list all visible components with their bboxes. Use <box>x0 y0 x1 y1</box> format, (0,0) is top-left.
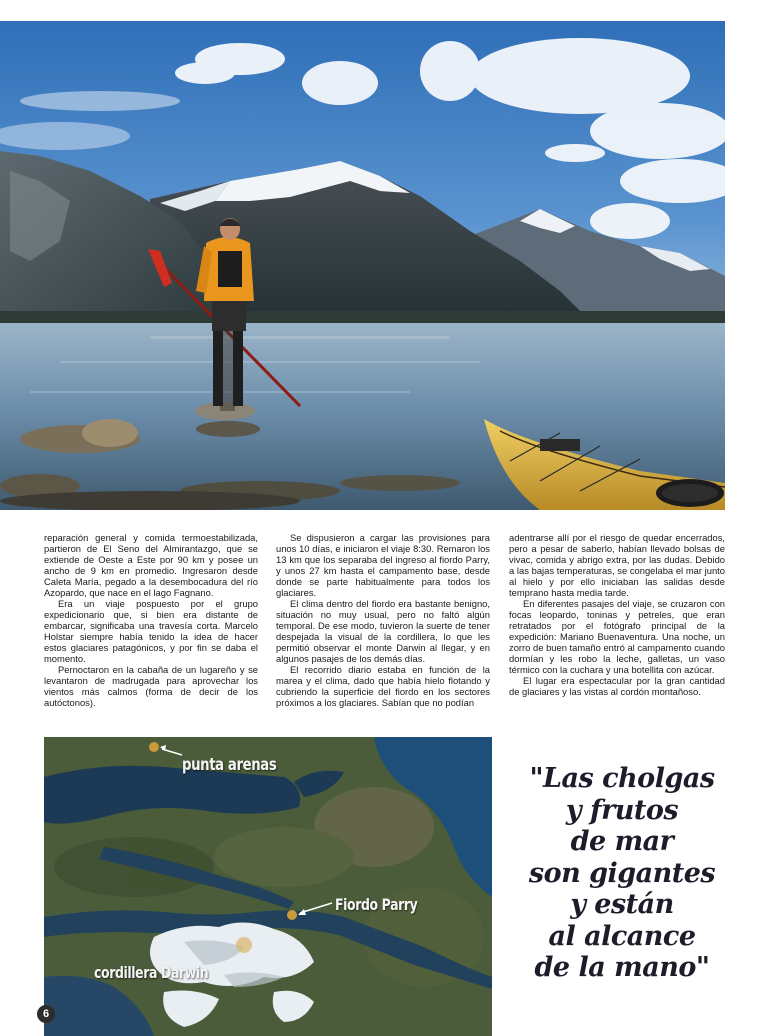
kayaker-fjord-image <box>0 21 725 510</box>
satellite-map <box>44 737 492 1036</box>
quote-line: son gigantes <box>528 857 716 889</box>
paragraph: El clima dentro del fiordo era bastante benigno, situación no muy usual, pero no faltó algún temporal. De ese modo, tuvieron la suerte de tener despejada la visual de la cordillera, lo que les permitió observar el monte Darwin al llegar, y en algunos pasajes de los demás días. <box>276 598 490 664</box>
hero-photo <box>0 21 725 510</box>
quote-line: al alcance <box>548 920 696 952</box>
label-fiordo-parry: Fiordo Parry <box>335 895 418 914</box>
pull-quote <box>514 763 730 984</box>
page-number: 6 <box>37 1005 55 1023</box>
paragraph: reparación general y comida termoestabilizada, partieron de El Seno del Almirantazgo, que se extiende de Oeste a Este por 90 km y posee un ancho de 9 km en promedio. Ingresaron desde Caleta María, pegado a la desembocadura del río Azopardo, que nace en el lago Fagnano. <box>44 532 258 598</box>
paragraph: adentrarse allí por el riesgo de quedar encerrados, pero a pesar de saberlo, habían llevado bolsas de vivac, comida y abrigo extra, por las dudas. Debido a las bajas temperaturas, se congelaba el mar junto al hielo y por ello iniciaban las salidas desde temprano hasta media tarde. <box>509 532 725 598</box>
paragraph: Era un viaje pospuesto por el grupo expedicionario que, si bien era distante de embarcar, significaba una travesía corta. Marcelo Holstar siempre había tenido la idea de hacer estos glaciares patagónicos, y por fin se daba el momento. <box>44 598 258 664</box>
article-column-1 <box>44 532 258 722</box>
label-cordillera-darwin: cordillera Darwin <box>94 963 209 982</box>
article-column-2 <box>276 532 490 722</box>
article-column-3 <box>509 532 725 722</box>
label-punta-arenas: punta arenas <box>182 755 277 775</box>
quote-line: de mar <box>570 826 674 857</box>
quote-line: "Las cholgas <box>529 763 715 794</box>
paragraph: El recorrido diario estaba en función de la marea y el clima, dado que había hielo flotando y cubriendo la superficie del fiordo en los sectores próximos a los glaciares. Sabían que no podían <box>276 664 490 708</box>
shoreline <box>0 311 725 325</box>
paragraph: El lugar era espectacular por la gran cantidad de glaciares y las vistas al cordón montañoso. <box>509 675 725 697</box>
quote-line: y frutos <box>565 794 679 826</box>
paragraph: Se dispusieron a cargar las provisiones para unos 10 días, e iniciaron el viaje 8:30. Remaron los 13 km que los separaba del ingreso al fiordo Parry, y unos 27 km hasta el campamento base, desde donde se parte habitualmente para todos los glaciares. <box>276 532 490 598</box>
quote-line: de la mano" <box>534 952 710 983</box>
punta-arenas-marker <box>149 742 159 752</box>
paragraph: Pernoctaron en la cabaña de un lugareño y se levantaron de madrugada para aprovechar los vientos más calmos (forma de decir de los autóctonos). <box>44 664 258 708</box>
fiordo-parry-marker <box>287 910 297 920</box>
quote-line: y están <box>570 889 674 920</box>
map-image <box>44 737 492 1036</box>
paragraph: En diferentes pasajes del viaje, se cruzaron con focas leopardo, toninas y petreles, que eran retratados por el fotógrafo principal de la expedición: Mariano Buenaventura. Una noche, un zorro de buen tamaño entró al campamento cuando dormían y les robo la leche, galletas, un vaso térmico con la cuchara y una botellita con azúcar. <box>509 598 725 675</box>
